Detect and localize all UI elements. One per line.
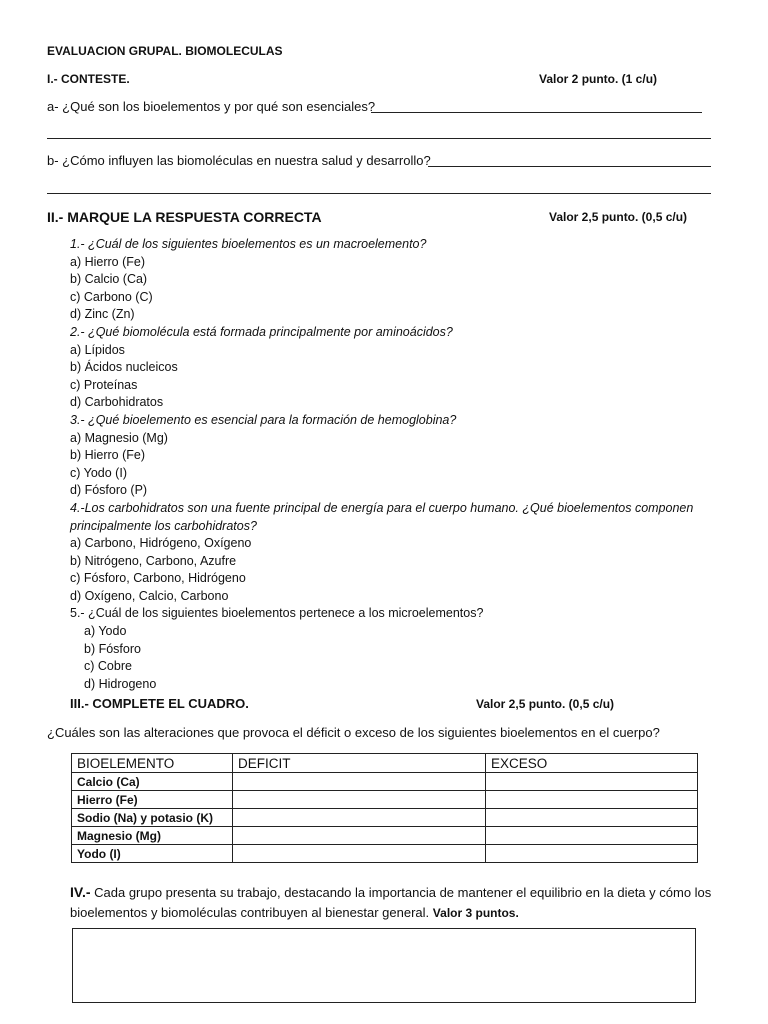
section4-text1: Cada grupo presenta su trabajo, destacando la importancia de mantener el equilibrio en la dieta y cómo los [94,885,712,900]
row-label-sodio-potasio: Sodio (Na) y potasio (K) [72,809,233,827]
section4-value: Valor 3 puntos. [432,906,519,920]
cell-deficit-calcio[interactable] [233,773,486,791]
question-4-line1: 4.-Los carbohidratos son una fuente principal de energía para el cuerpo humano. ¿Qué bioelementos componen [70,500,694,515]
option-3b[interactable]: b) Hierro (Fe) [70,448,146,463]
multiple-choice-list [70,236,693,693]
option-2d[interactable]: d) Carbohidratos [70,395,164,410]
section2-value: Valor 2,5 punto. (0,5 c/u) [549,210,688,224]
header-exceso: EXCESO [486,754,698,773]
option-5b[interactable]: b) Fósforo [84,641,141,656]
option-1c[interactable]: c) Carbono (C) [70,289,153,304]
option-3c[interactable]: c) Yodo (I) [70,465,127,480]
option-4d[interactable]: d) Oxígeno, Calcio, Carbono [70,588,229,603]
question-5: 5.- ¿Cuál de los siguientes bioelementos pertenece a los microelementos? [70,606,484,621]
row-label-hierro: Hierro (Fe) [72,791,233,809]
question-b: b- ¿Cómo influyen las biomoléculas en nuestra salud y desarrollo? [47,153,431,168]
row-label-magnesio: Magnesio (Mg) [72,827,233,845]
option-1a[interactable]: a) Hierro (Fe) [70,254,146,269]
section4-line2 [70,905,519,920]
question-2: 2.- ¿Qué biomolécula está formada principalmente por aminoácidos? [70,324,453,339]
answer-line-b1[interactable] [428,166,711,167]
cell-exceso-yodo[interactable] [486,845,698,863]
answer-line-a1[interactable] [371,112,702,113]
option-3d[interactable]: d) Fósforo (P) [70,483,148,498]
section4-label: IV.- [70,884,91,900]
option-5c[interactable]: c) Cobre [84,659,132,674]
section2-title: II.- MARQUE LA RESPUESTA CORRECTA [47,209,322,225]
cell-exceso-magnesio[interactable] [486,827,698,845]
question-4-line2: principalmente los carbohidratos? [70,518,257,533]
row-label-yodo: Yodo (I) [72,845,233,863]
option-2a[interactable]: a) Lípidos [70,342,125,357]
option-3a[interactable]: a) Magnesio (Mg) [70,430,168,445]
header-bioelemento: BIOELEMENTO [72,754,233,773]
page-title: EVALUACION GRUPAL. BIOMOLECULAS [47,44,283,58]
section4-text2: bioelementos y biomoléculas contribuyen al bienestar general. [70,905,430,920]
answer-line-a2[interactable] [47,138,711,139]
option-4a[interactable]: a) Carbono, Hidrógeno, Oxígeno [70,536,252,551]
cell-exceso-sodio-potasio[interactable] [486,809,698,827]
answer-line-b2[interactable] [47,193,711,194]
section3-title: III.- COMPLETE EL CUADRO. [70,696,249,711]
cell-deficit-sodio-potasio[interactable] [233,809,486,827]
table-row [72,773,698,791]
option-4c[interactable]: c) Fósforo, Carbono, Hidrógeno [70,571,246,586]
table-row [72,809,698,827]
table-header-row [72,754,698,773]
cell-exceso-calcio[interactable] [486,773,698,791]
option-4b[interactable]: b) Nitrógeno, Carbono, Azufre [70,553,237,568]
group-answer-box[interactable] [72,928,696,1003]
question-3: 3.- ¿Qué bioelemento es esencial para la formación de hemoglobina? [70,412,457,427]
option-1b[interactable]: b) Calcio (Ca) [70,272,148,287]
table-row [72,827,698,845]
option-2b[interactable]: b) Ácidos nucleicos [70,360,178,375]
section1-title: I.- CONTESTE. [47,72,130,86]
option-2c[interactable]: c) Proteínas [70,377,138,392]
option-5a[interactable]: a) Yodo [84,624,127,639]
option-5d[interactable]: d) Hidrogeno [84,676,157,691]
table-row [72,845,698,863]
cell-deficit-hierro[interactable] [233,791,486,809]
header-deficit: DEFICIT [233,754,486,773]
question-a: a- ¿Qué son los bioelementos y por qué son esenciales? [47,99,376,114]
row-label-calcio: Calcio (Ca) [72,773,233,791]
section1-value: Valor 2 punto. (1 c/u) [539,72,658,86]
table-row [72,791,698,809]
section3-question: ¿Cuáles son las alteraciones que provoca el déficit o exceso de los siguientes bioelementos en el cuerpo? [47,725,660,740]
section4-line1 [70,884,711,900]
question-1: 1.- ¿Cuál de los siguientes bioelementos es un macroelemento? [70,237,427,251]
cell-deficit-yodo[interactable] [233,845,486,863]
option-1d[interactable]: d) Zinc (Zn) [70,307,135,322]
bioelement-table [71,753,698,863]
cell-exceso-hierro[interactable] [486,791,698,809]
section3-value: Valor 2,5 punto. (0,5 c/u) [476,697,615,711]
cell-deficit-magnesio[interactable] [233,827,486,845]
